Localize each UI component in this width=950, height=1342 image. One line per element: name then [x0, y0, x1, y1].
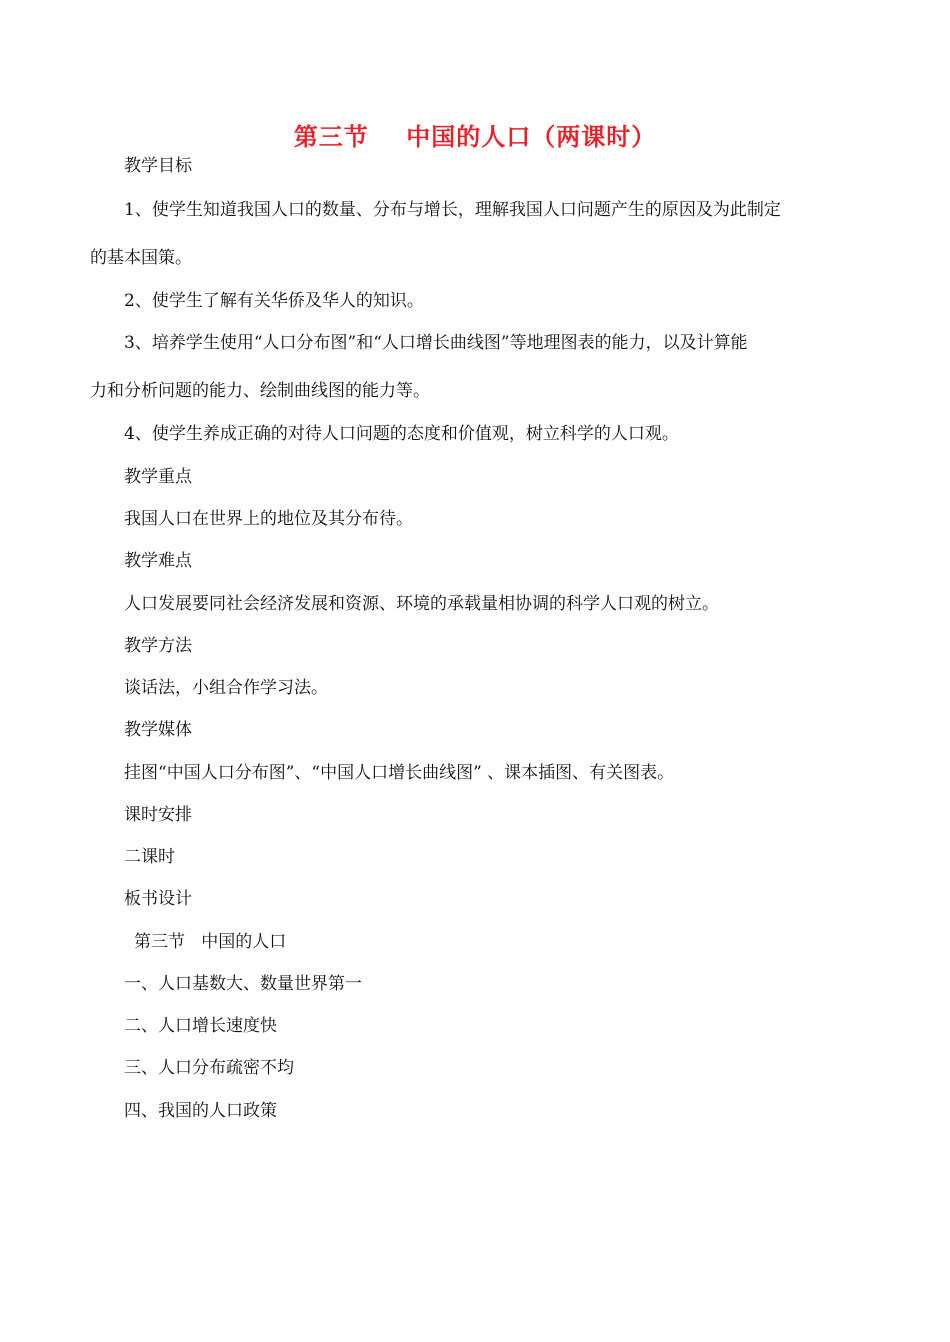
difficulties-heading: 教学难点 — [124, 551, 192, 571]
board-design-item: 四、我国的人口政策 — [124, 1101, 277, 1121]
objective-3-line-1: 3、培养学生使用“人口分布图”和“人口增长曲线图”等地理图表的能力，以及计算能 — [124, 333, 748, 353]
objective-1-line-1: 1、使学生知道我国人口的数量、分布与增长，理解我国人口问题产生的原因及为此制定 — [124, 200, 781, 220]
schedule-heading: 课时安排 — [124, 805, 192, 825]
media-text: 挂图“中国人口分布图”、“中国人口增长曲线图” 、课本插图、有关图表。 — [124, 763, 675, 783]
board-design-item: 二、人口增长速度快 — [124, 1016, 277, 1036]
media-heading: 教学媒体 — [124, 720, 192, 740]
board-design-item: 三、人口分布疏密不均 — [124, 1058, 294, 1078]
objective-2: 2、使学生了解有关华侨及华人的知识。 — [124, 291, 424, 311]
methods-text: 谈话法，小组合作学习法。 — [124, 678, 328, 698]
board-design-subtitle: 第三节 中国的人口 — [134, 932, 287, 952]
objective-3-line-2: 力和分析问题的能力、绘制曲线图的能力等。 — [90, 381, 430, 401]
objective-1-line-2: 的基本国策。 — [90, 248, 192, 268]
board-design-heading: 板书设计 — [124, 889, 192, 909]
objectives-heading: 教学目标 — [124, 156, 192, 176]
document-title: 第三节 中国的人口（两课时） — [293, 122, 657, 151]
methods-heading: 教学方法 — [124, 636, 192, 656]
difficulties-text: 人口发展要同社会经济发展和资源、环境的承载量相协调的科学人口观的树立。 — [124, 594, 719, 614]
board-design-item: 一、人口基数大、数量世界第一 — [124, 974, 362, 994]
objective-4: 4、使学生养成正确的对待人口问题的态度和价值观，树立科学的人口观。 — [124, 424, 679, 444]
schedule-text: 二课时 — [124, 847, 175, 867]
key-points-text: 我国人口在世界上的地位及其分布待。 — [124, 509, 413, 529]
key-points-heading: 教学重点 — [124, 467, 192, 487]
